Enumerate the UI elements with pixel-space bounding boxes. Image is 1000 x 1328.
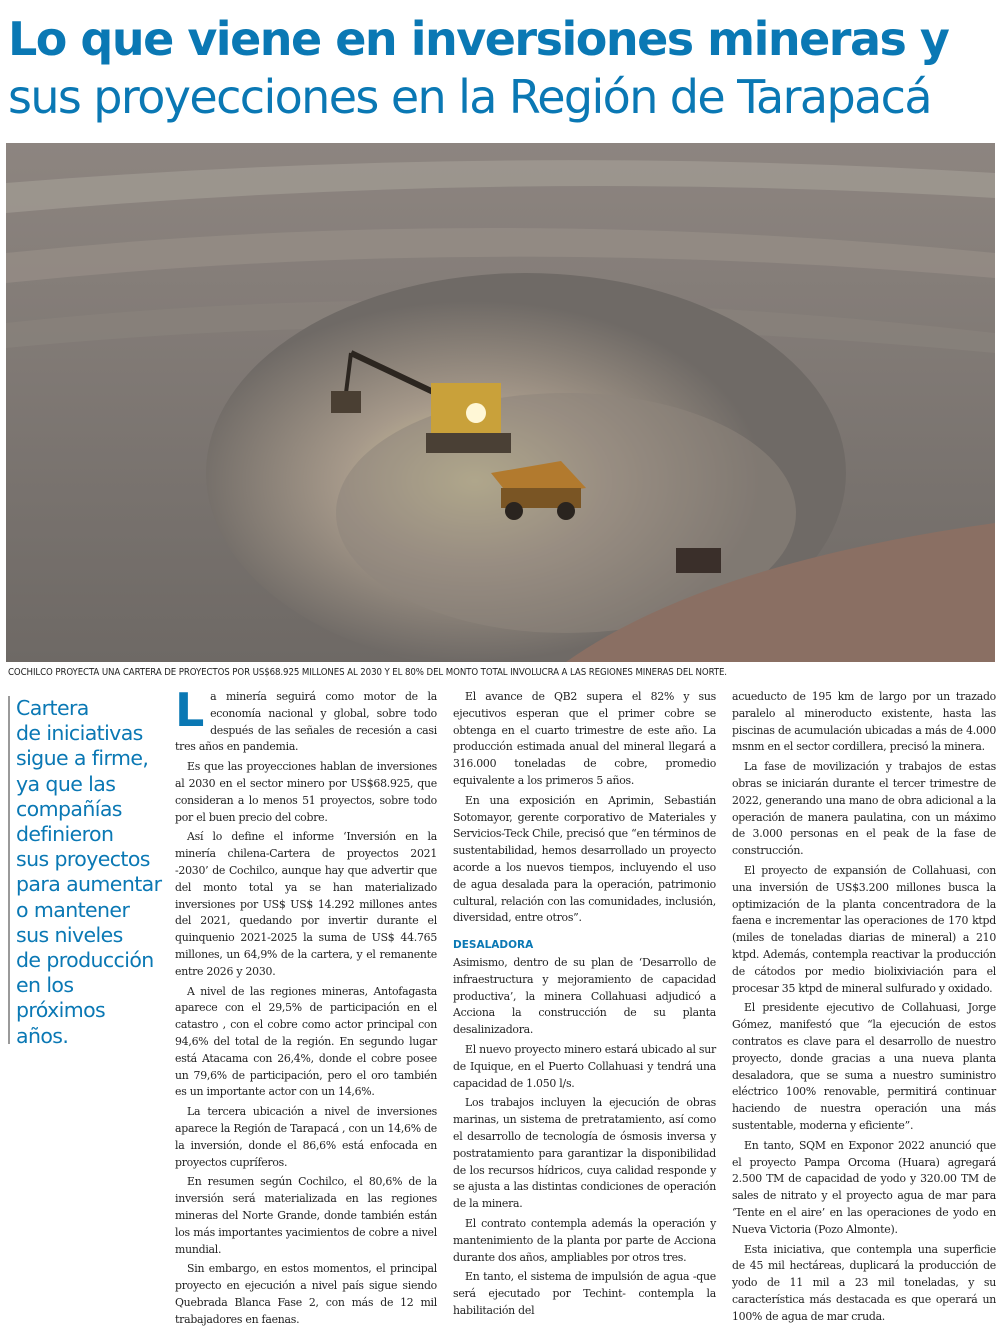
pull-quote-line: de iniciativas	[16, 721, 143, 746]
article-column-1	[175, 683, 437, 1328]
article-paragraph: El contrato contempla además la operación y mantenimiento de la planta por parte de Acciona durante dos años, ampliables por otros tres.	[453, 1216, 716, 1264]
pull-quote-line: próximos	[16, 998, 106, 1023]
article-paragraph: La fase de movilización y trabajos de estas obras se iniciarán durante el tercer trimestre de 2022, generando una mano de obra adicional a la operación de manera paulatina, con un máximo de 3.000 personas en el peak de la fase de construcción.	[732, 760, 996, 858]
photo-caption: COCHILCO PROYECTA UNA CARTERA DE PROYECTOS POR US$68.925 MILLONES AL 2030 Y EL 80% DEL MONTO TOTAL INVOLUCRA A LAS REGIONES MINERAS DEL NORTE.	[8, 667, 727, 678]
pull-quote-line: de producción	[16, 948, 154, 973]
pull-quote-line: sigue a firme,	[16, 746, 149, 771]
article-paragraph: En tanto, SQM en Exponor 2022 anunció que el proyecto Pampa Orcoma (Huara) agregará 2.500 TM de capacidad de yodo y 320.00 TM de sales de nitrato y el proyecto agua de mar para ‘Tente en el aire’ en las operaciones de yodo en Nueva Victoria (Pozo Almonte).	[732, 1138, 996, 1236]
article-paragraph: El nuevo proyecto minero estará ubicado al sur de Iquique, en el Puerto Collahuasi y tendrá una capacidad de 1.050 l/s.	[453, 1042, 716, 1090]
article-paragraph: En resumen según Cochilco, el 80,6% de la inversión será materializada en las regiones mineras del Norte Grande, donde también están los más importantes yacimientos de cobre a nivel mundial.	[175, 1175, 437, 1256]
mine-photo	[6, 143, 995, 662]
pull-quote-line: o mantener	[16, 897, 130, 922]
pull-quote-line: para aumentar	[16, 872, 162, 897]
article-paragraph: acueducto de 195 km de largo por un trazado paralelo al mineroducto existente, hasta las piscinas de acumulación ubicadas a más de 4.000 msnm en el sector cordillera, precisó la minera.	[732, 690, 996, 754]
article-paragraph: Asimismo, dentro de su plan de ‘Desarrollo de infraestructura y mejoramiento de capacidad productiva’, la minera Collahuasi adjudicó a Acciona la construcción de su planta desalinizadora.	[453, 955, 716, 1037]
drop-cap: L	[175, 683, 205, 737]
headline-line-1: Lo que viene en inversiones mineras y	[8, 12, 949, 66]
article-paragraph: En una exposición en Aprimin, Sebastián Sotomayor, gerente corporativo de Materiales y Servicios-Teck Chile, precisó que “en términos de sustentabilidad, hemos desarrollado un proyecto acorde a los nuevos tiempos, incluyendo el uso de agua desalada para la operación, patrimonio cultural, relación con las comunidades, inclusión, diversidad, entre otros”.	[453, 793, 716, 925]
article-paragraph: Así lo define el informe ‘Inversión en la minería chilena-Cartera de proyectos 2021 -2030’ de Cochilco, aunque hay que advertir que del monto total ya se han materializado inversiones por US$ US$ 14.292 millones antes del 2021, quedando por invertir durante el quinquenio 2021-2025 la suma de US$ 44.765 millones, un 64,9% de la cartera, y el remanente entre 2026 y 2030.	[175, 830, 437, 978]
pull-quote	[8, 696, 166, 1048]
headline	[8, 6, 993, 122]
article-column-3	[732, 689, 996, 1325]
pull-quote-line: Cartera	[16, 696, 89, 720]
pull-quote-line: sus proyectos	[16, 847, 150, 872]
lead-paragraph	[175, 683, 437, 756]
pull-quote-line: ya que las	[16, 771, 116, 796]
article-paragraph: El presidente ejecutivo de Collahuasi, Jorge Gómez, manifestó que “la ejecución de estos contratos es clave para el desarrollo de nuestro proyecto, donde gracias a una nueva planta desaladora, que se suma a nuestro suministro eléctrico 100% renovable, permitirá continuar haciendo de nuestra operación una más sustentable, moderna y eficiente”.	[732, 1001, 996, 1132]
pull-quote-line: en los	[16, 973, 74, 998]
lead-text: a minería seguirá como motor de la economía nacional y global, sobre todo después de las señales de recesión a casi tres años en pandemia.	[175, 690, 437, 754]
small-truck-illustration	[676, 548, 721, 573]
article-paragraph: En tanto, el sistema de impulsión de agua -que será ejecutado por Techint- contempla la habilitación del	[453, 1270, 716, 1317]
article-paragraph: A nivel de las regiones mineras, Antofagasta aparece con el 29,5% de participación en el catastro , con el cobre como actor principal con 94,6% del total de la región. En segundo lugar está Atacama con 26,4%, donde el cobre posee un 79,6% de participación, pero el oro también es un importante actor con un 14,6%.	[175, 984, 437, 1099]
article-paragraph: Esta iniciativa, que contempla una superficie de 45 mil hectáreas, duplicará la producción de yodo de 11 mil a 23 mil toneladas, y su característica más destacada es que operará un 100% de agua de mar cruda.	[732, 1242, 996, 1323]
article-paragraph: Los trabajos incluyen la ejecución de obras marinas, un sistema de pretratamiento, así como el desarrollo de tecnología de ósmosis inversa y postratamiento para garantizar la disponibilidad de los recursos hídricos, cuya calidad responde y se ajusta a las distintas condiciones de operación de la minera.	[453, 1096, 716, 1211]
section-subhead: DESALADORA	[453, 939, 534, 952]
headline-line-2: sus proyecciones en la Región de Tarapacá	[8, 70, 931, 124]
article-paragraph: Sin embargo, en estos momentos, el principal proyecto en ejecución a nivel país sigue siendo Quebrada Blanca Fase 2, con más de 12 mil trabajadores en faenas.	[175, 1262, 437, 1326]
pull-quote-line: compañías	[16, 796, 122, 821]
pull-quote-line: años.	[16, 1023, 69, 1048]
pull-quote-line: definieron	[16, 822, 114, 847]
article-paragraph: Es que las proyecciones hablan de inversiones al 2030 en el sector minero por US$68.925, que consideran a lo menos 51 proyectos, sobre todo por el buen precio del cobre.	[175, 760, 437, 824]
article-paragraph: El avance de QB2 supera el 82% y sus ejecutivos esperan que el primer cobre se obtenga en el cuarto trimestre de este año. La producción estimada anual del mineral llegará a 316.000 toneladas de cobre, promedio equivalente a los primeros 5 años.	[453, 690, 716, 787]
article-paragraph: El proyecto de expansión de Collahuasi, con una inversión de US$3.200 millones busca la optimización de la planta concentradora de la faena e incrementar las operaciones de 170 ktpd (miles de toneladas diarias de mineral) a 210 ktpd. Además, contempla reactivar la producción de cátodos por medio biolixiviación para el procesar 35 ktpd de mineral sulfurado y oxidado.	[732, 863, 996, 995]
article-paragraph: La tercera ubicación a nivel de inversiones aparece la Región de Tarapacá , con un 14,6% de la inversión, donde el 86,6% está enfocada en proyectos cupríferos.	[175, 1105, 437, 1169]
article-column-2	[453, 689, 716, 1320]
pull-quote-line: sus niveles	[16, 922, 123, 947]
